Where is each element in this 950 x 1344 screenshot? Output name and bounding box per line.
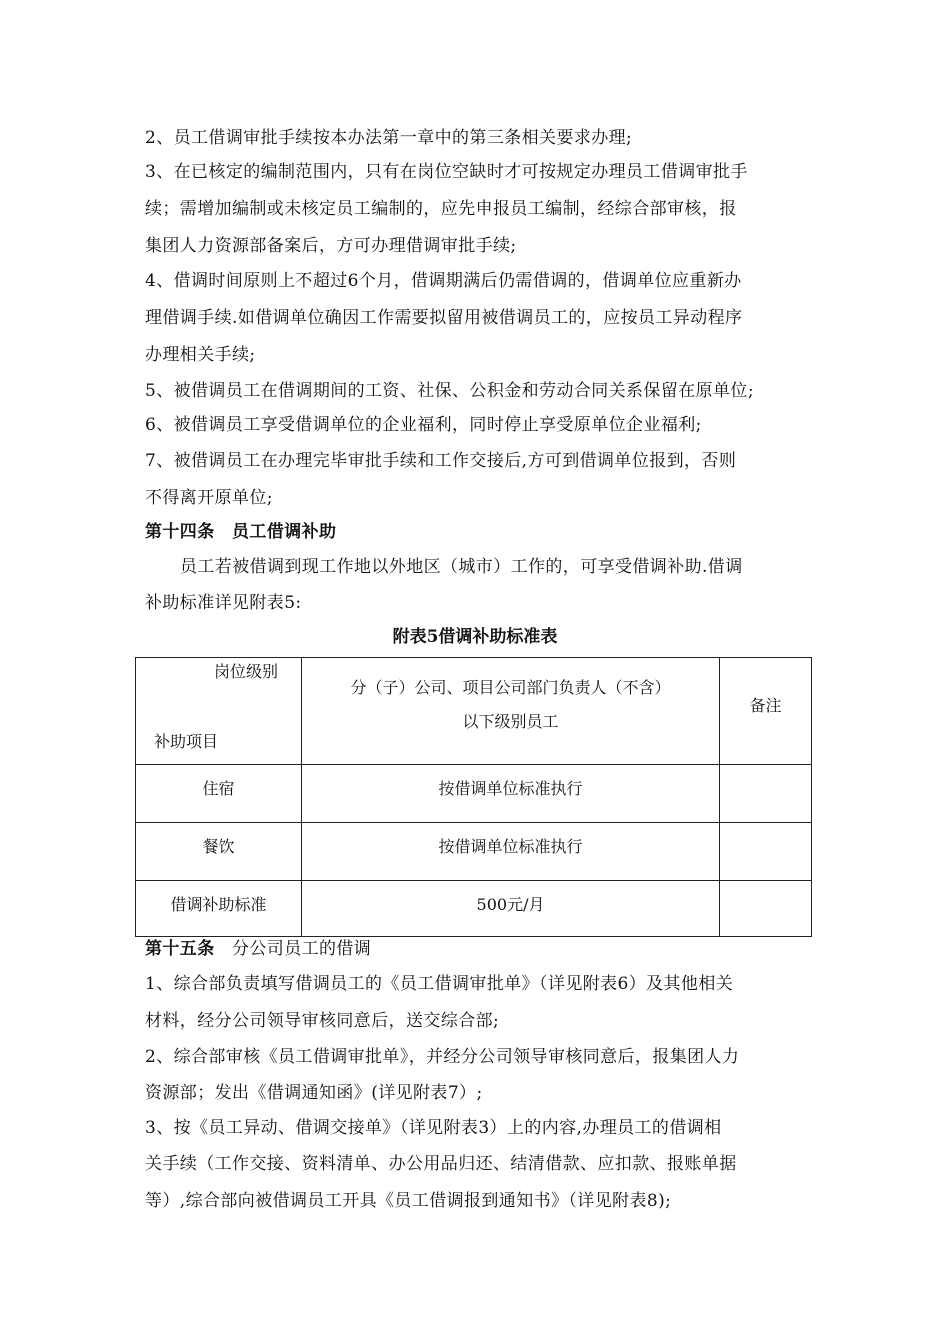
article15-line: 材料，经分公司领导审核同意后，送交综合部; — [145, 1011, 500, 1031]
paragraph-line: 5、被借调员工在借调期间的工资、社保、公积金和劳动合同关系保留在原单位; — [145, 381, 754, 401]
row-item-cell: 住宿 — [136, 765, 302, 823]
article15-heading-title: 分公司员工的借调 — [214, 939, 372, 959]
article15-line: 等）,综合部向被借调员工开具《员工借调报到通知书》（详见附表8); — [145, 1191, 672, 1211]
table-caption: 附表5借调补助标准表 — [392, 627, 558, 647]
article15-line: 2、综合部审核《员工借调审批单》，并经分公司领导审核同意后，报集团人力 — [145, 1047, 740, 1067]
row-note-cell — [720, 765, 812, 823]
article14-body-line: 员工若被借调到现工作地以外地区（城市）工作的，可享受借调补助.借调 — [180, 557, 743, 577]
paragraph-line: 2、员工借调审批手续按本办法第一章中的第三条相关要求办理; — [145, 128, 633, 148]
article15-line: 1、综合部负责填写借调员工的《员工借调审批单》（详见附表6）及其他相关 — [145, 974, 734, 994]
table-row — [136, 765, 812, 823]
article15-heading-number: 第十五条 — [145, 939, 215, 959]
paragraph-line: 4、借调时间原则上不超过6个月，借调期满后仍需借调的，借调单位应重新办 — [145, 271, 742, 291]
header-staff-level-cell — [302, 658, 720, 765]
article15-heading — [145, 937, 371, 961]
table-row — [136, 881, 812, 937]
row-value-cell: 500元/月 — [302, 881, 720, 937]
header-subsidy-item: 补助项目 — [154, 732, 219, 751]
row-item-cell: 借调补助标准 — [136, 881, 302, 937]
paragraph-line: 办理相关手续; — [145, 345, 256, 365]
article15-line: 资源部；发出《借调通知函》(详见附表7）; — [145, 1083, 483, 1103]
table-row — [136, 823, 812, 881]
diagonal-header-cell — [136, 658, 302, 765]
paragraph-line: 不得离开原单位; — [145, 488, 273, 508]
paragraph-line: 3、在已核定的编制范围内，只有在岗位空缺时才可按规定办理员工借调审批手 — [145, 162, 748, 182]
paragraph-line: 理借调手续.如借调单位确因工作需要拟留用被借调员工的，应按员工异动程序 — [145, 308, 743, 328]
row-item-cell: 餐饮 — [136, 823, 302, 881]
article14-heading: 第十四条 员工借调补助 — [145, 522, 337, 542]
article15-line: 3、按《员工异动、借调交接单》（详见附表3）上的内容,办理员工的借调相 — [145, 1118, 722, 1138]
header-staff-level-line1: 分（子）公司、项目公司部门负责人（不含） — [350, 678, 671, 697]
row-value-cell: 按借调单位标准执行 — [302, 765, 720, 823]
paragraph-line: 续；需增加编制或未核定员工编制的，应先申报员工编制，经综合部审核，报 — [145, 199, 737, 219]
row-note-cell — [720, 881, 812, 937]
header-staff-level-line2: 以下级别员工 — [462, 712, 559, 731]
article14-body-line: 补助标准详见附表5: — [145, 593, 302, 613]
header-position-level: 岗位级别 — [214, 662, 279, 681]
paragraph-line: 7、被借调员工在办理完毕审批手续和工作交接后,方可到借调单位报到，否则 — [145, 451, 737, 471]
paragraph-line: 集团人力资源部备案后，方可办理借调审批手续; — [145, 236, 517, 256]
article15-line: 关手续（工作交接、资料清单、办公用品归还、结清借款、应扣款、报账单据 — [145, 1154, 737, 1174]
paragraph-line: 6、被借调员工享受借调单位的企业福利，同时停止享受原单位企业福利; — [145, 415, 702, 435]
row-note-cell — [720, 823, 812, 881]
row-value-cell: 按借调单位标准执行 — [302, 823, 720, 881]
header-note-cell: 备注 — [720, 658, 812, 765]
subsidy-table — [135, 657, 812, 937]
table-header-row — [136, 658, 812, 765]
